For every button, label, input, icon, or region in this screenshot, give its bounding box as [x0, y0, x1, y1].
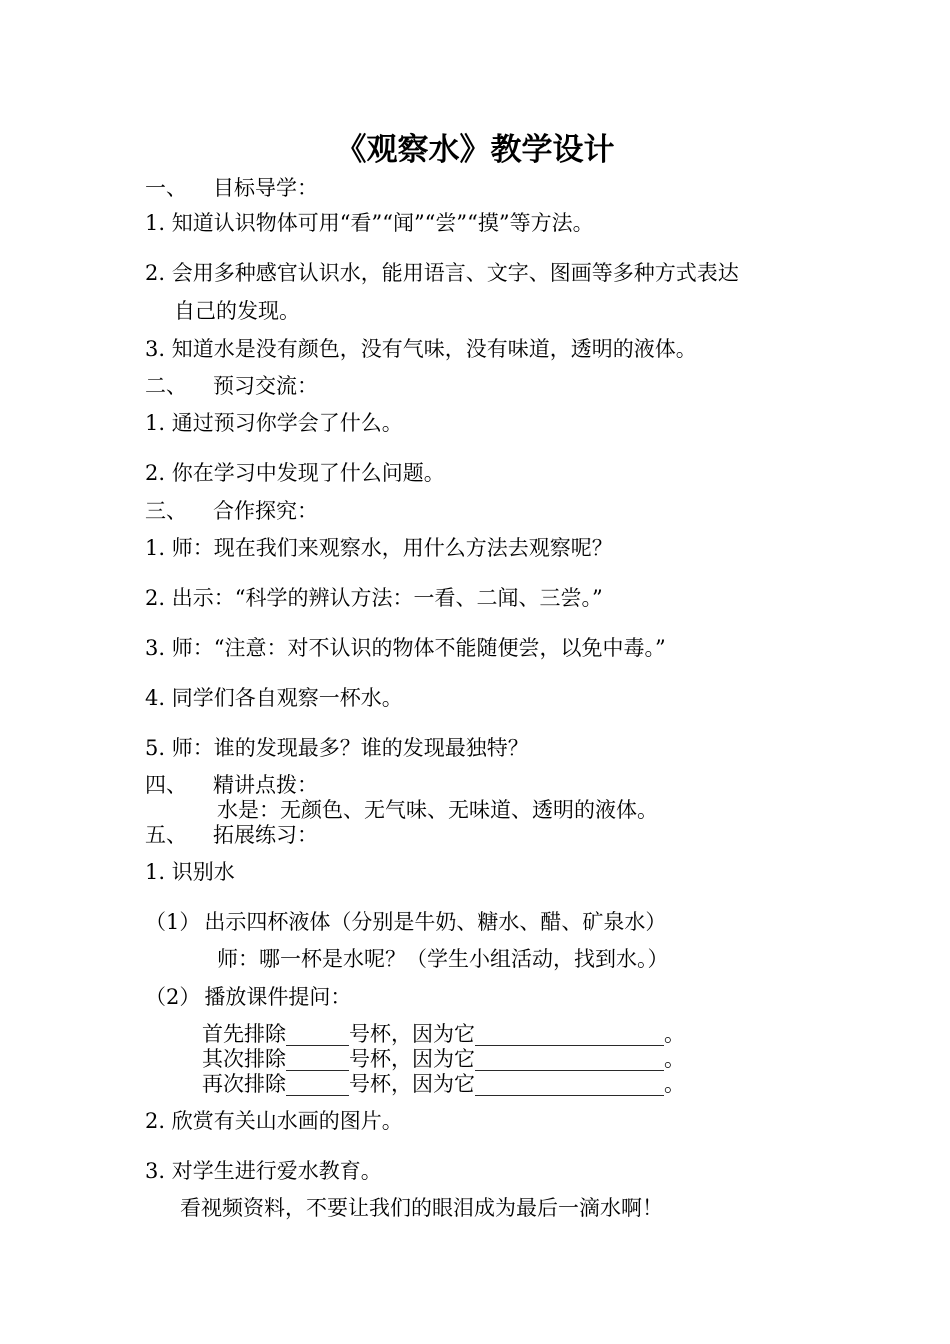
item-number: 1.	[145, 860, 166, 884]
item-text: 同学们各自观察一杯水。	[171, 686, 403, 710]
section-title: 精讲点拨：	[213, 773, 318, 797]
item-number: 2.	[145, 1109, 166, 1133]
item-number: 3.	[145, 1159, 166, 1183]
list-item	[145, 410, 403, 436]
section-title: 目标导学：	[213, 176, 318, 200]
sub-item-text: 播放课件提问：	[204, 985, 352, 1009]
list-item	[145, 210, 594, 236]
item-number: 4.	[145, 686, 166, 710]
item-text: 欣赏有关山水画的图片。	[171, 1109, 403, 1133]
section-number: 一、	[145, 176, 187, 200]
section-heading	[145, 822, 318, 848]
item-text: 知道水是没有颜色，没有气味，没有味道，透明的液体。	[171, 337, 697, 361]
list-item	[145, 585, 603, 611]
item-number: 1.	[145, 536, 166, 560]
section-title: 预习交流：	[213, 374, 318, 398]
section-number: 二、	[145, 374, 187, 398]
sub-item	[145, 909, 666, 935]
sub-item-continuation: 师：哪一杯是水呢？（学生小组活动，找到水。）	[217, 947, 669, 971]
list-item	[145, 1158, 382, 1184]
section-title: 合作探究：	[213, 499, 318, 523]
list-item	[145, 859, 235, 885]
list-item	[145, 535, 613, 561]
item-number: 3.	[145, 337, 166, 361]
list-item	[145, 635, 666, 661]
sub-item-number: （1）	[145, 910, 201, 934]
item-text: 师：谁的发现最多？谁的发现最独特？	[171, 736, 529, 760]
item-text: 对学生进行爱水教育。	[171, 1159, 382, 1183]
sub-item	[145, 984, 351, 1010]
item-continuation: 自己的发现。	[174, 299, 300, 323]
section-heading	[145, 175, 318, 201]
item-text: 识别水	[171, 860, 235, 884]
item-number: 1.	[145, 211, 166, 235]
list-item	[145, 260, 739, 286]
fill-in-blank-line: 其次排除______号杯，因为它__________________。	[202, 1047, 685, 1071]
list-item	[145, 685, 403, 711]
item-text: 会用多种感官认识水，能用语言、文字、图画等多种方式表达	[171, 261, 739, 285]
list-item	[145, 336, 697, 362]
section-title: 拓展练习：	[213, 823, 318, 847]
sub-item-number: （2）	[145, 985, 201, 1009]
item-number: 5.	[145, 736, 166, 760]
item-text: 通过预习你学会了什么。	[171, 411, 403, 435]
item-text: 师：“注意：对不认识的物体不能随便尝，以免中毒。”	[171, 636, 666, 660]
item-number: 2.	[145, 261, 166, 285]
item-text: 师：现在我们来观察水，用什么方法去观察呢？	[171, 536, 613, 560]
list-item	[145, 735, 529, 761]
item-text: 出示：“科学的辨认方法：一看、二闻、三尝。”	[171, 586, 603, 610]
item-number: 3.	[145, 636, 166, 660]
section-number: 三、	[145, 499, 187, 523]
list-item	[145, 460, 445, 486]
fill-in-blank-line: 首先排除______号杯，因为它__________________。	[202, 1022, 685, 1046]
section-heading	[145, 772, 318, 798]
item-text: 你在学习中发现了什么问题。	[171, 461, 445, 485]
item-number: 2.	[145, 461, 166, 485]
section-heading	[145, 373, 318, 399]
section-number: 五、	[145, 823, 187, 847]
section-number: 四、	[145, 773, 187, 797]
section-body: 水是：无颜色、无气味、无味道、透明的液体。	[217, 798, 658, 822]
item-number: 1.	[145, 411, 166, 435]
item-number: 2.	[145, 586, 166, 610]
item-text: 知道认识物体可用“看”“闻”“尝”“摸”等方法。	[171, 211, 594, 235]
fill-in-blank-line: 再次排除______号杯，因为它__________________。	[202, 1072, 685, 1096]
list-item	[145, 1108, 403, 1134]
item-continuation: 看视频资料，不要让我们的眼泪成为最后一滴水啊！	[180, 1196, 663, 1220]
document-title: 《观察水》教学设计	[335, 132, 615, 168]
sub-item-text: 出示四杯液体（分别是牛奶、糖水、醋、矿泉水）	[204, 910, 667, 934]
section-heading	[145, 498, 318, 524]
